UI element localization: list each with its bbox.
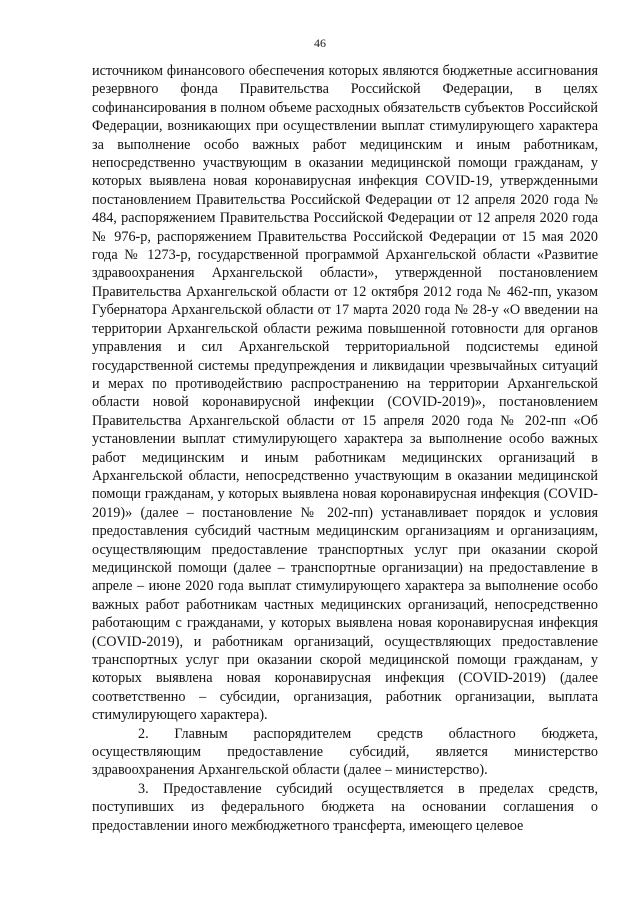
- document-body: [92, 62, 598, 835]
- paragraph-item-3: 3. Предоставление субсидий осуществляется в пределах средств, поступивших из федерального бюджета на основании соглашения о предоставлении иного межбюджетного трансферта, имеющего целевое: [92, 780, 598, 834]
- paragraph-continuation: источником финансового обеспечения которых являются бюджетные ассигнования резервного фонда Правительства Российской Федерации, в целях софинансирования в полном объеме расходных обязательств субъектов Российской Федерации, возникающих при осуществлении выплат стимулирующего характера за выполнение особо важных работ медицинским и иным работникам, непосредственно участвующим в оказании медицинской помощи гражданам, у которых выявлена новая коронавирусная инфекция COVID-19, утвержденными постановлением Правительства Российской Федерации от 12 апреля 2020 года № 484, распоряжением Правительства Российской Федерации от 12 апреля 2020 года № 976-р, распоряжением Правительства Российской Федерации от 15 мая 2020 года № 1273-р, государственной программой Архангельской области «Развитие здравоохранения Архангельской области», утвержденной постановлением Правительства Архангельской области от 12 октября 2012 года № 462-пп, указом Губернатора Архангельской области от 17 марта 2020 года № 28-у «О введении на территории Архангельской области режима повышенной готовности для органов управления и сил Архангельской территориальной подсистемы единой государственной системы предупреждения и ликвидации чрезвычайных ситуаций и мерах по противодействию распространению на территории Архангельской области новой коронавирусной инфекции (COVID-2019)», постановлением Правительства Архангельской области от 15 апреля 2020 года № 202-пп «Об установлении выплат стимулирующего характера за выполнение особо важных работ медицинским и иным работникам медицинских организаций в Архангельской области, непосредственно участвующим в оказании медицинской помощи гражданам, у которых выявлена новая коронавирусная инфекция (COVID-2019)» (далее – постановление № 202-пп) устанавливает порядок и условия предоставления субсидий частным медицинским организациям и организациям, осуществляющим предоставление транспортных услуг при оказании скорой медицинской помощи (далее – транспортные организации) на предоставление в апреле – июне 2020 года выплат стимулирующего характера за выполнение особо важных работ работникам частных медицинских организаций, непосредственно работающим с гражданами, у которых выявлена новая коронавирусная инфекция (COVID-2019), и работникам организаций, осуществляющих предоставление транспортных услуг при оказании скорой медицинской помощи гражданам, у которых выявлена новая коронавирусная инфекция (COVID-2019) (далее соответственно – субсидии, организация, работник организации, выплата стимулирующего характера).: [92, 63, 598, 724]
- page-number: 46: [314, 36, 326, 50]
- paragraph-item-2: 2. Главным распорядителем средств областного бюджета, осуществляющим предоставление субсидий, является министерство здравоохранения Архангельской области (далее – министерство).: [92, 725, 598, 779]
